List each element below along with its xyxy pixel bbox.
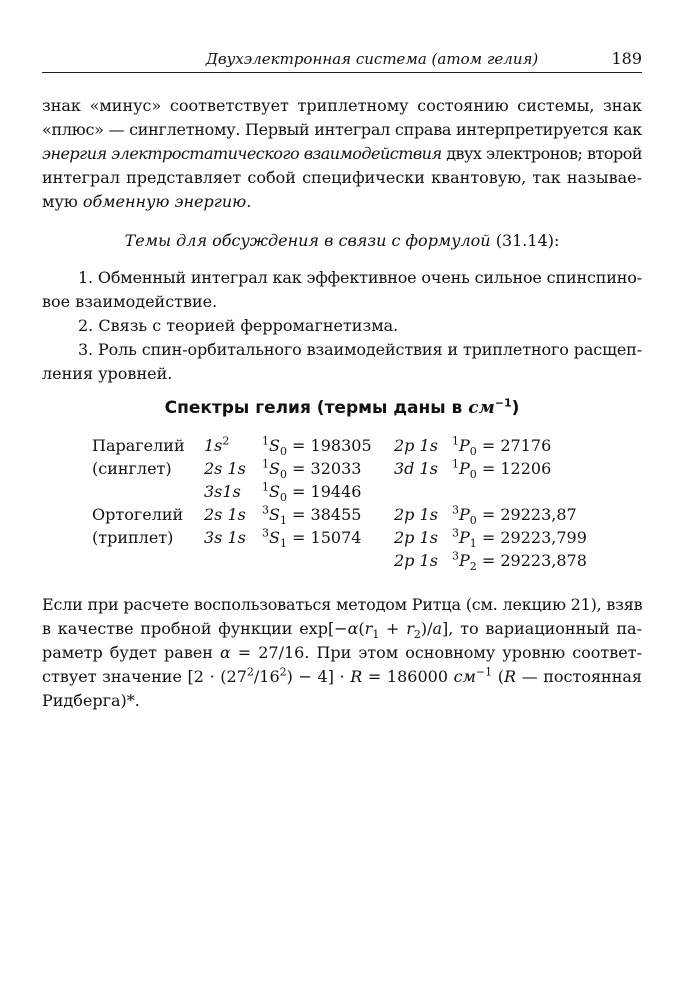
table-row bbox=[92, 528, 612, 551]
term-symbol: P bbox=[459, 528, 470, 547]
table-row bbox=[92, 436, 612, 459]
ritz-line: Ридберга)*. bbox=[42, 691, 140, 710]
term-sub: 1 bbox=[279, 514, 287, 528]
term-value bbox=[262, 480, 362, 505]
configuration bbox=[204, 505, 246, 524]
spectra-title bbox=[42, 398, 642, 418]
term-value bbox=[262, 526, 362, 551]
intro-italic-term: обменную энергию. bbox=[82, 192, 252, 211]
list-item-cont: вое взаимодействие. bbox=[42, 292, 218, 311]
term-sub: 0 bbox=[279, 491, 287, 505]
configuration bbox=[394, 436, 438, 455]
term-value bbox=[452, 457, 552, 482]
term-sub: 1 bbox=[469, 537, 477, 551]
energy-value: = 12206 bbox=[476, 459, 552, 478]
intro-line bbox=[42, 190, 642, 214]
term-sub: 0 bbox=[469, 445, 477, 459]
term-sub: 0 bbox=[279, 468, 287, 482]
multiplicity: 1 bbox=[262, 434, 269, 448]
math-R: R bbox=[503, 667, 516, 686]
config-text: 3s 1s bbox=[204, 528, 246, 547]
label-text: (триплет) bbox=[92, 528, 174, 547]
text-run: ствует значение [2 · (27 bbox=[42, 667, 247, 686]
term-symbol: S bbox=[269, 459, 280, 478]
spectra-title-unit: см bbox=[468, 398, 495, 418]
multiplicity: 3 bbox=[262, 526, 269, 540]
list-item: 3. Роль спин-орбитального взаимодействия и триплетного расщеп- bbox=[78, 340, 642, 359]
term-symbol: S bbox=[269, 505, 280, 524]
term-value bbox=[262, 434, 372, 459]
page-number: 189 bbox=[611, 49, 642, 68]
configuration bbox=[204, 459, 246, 478]
ritz-line bbox=[42, 665, 642, 689]
term-symbol: P bbox=[459, 459, 470, 478]
energy-value: = 29223,878 bbox=[476, 551, 587, 570]
table-row bbox=[92, 482, 612, 505]
term-label bbox=[92, 436, 185, 455]
energy-value: = 19446 bbox=[286, 482, 362, 501]
spectra-table bbox=[92, 436, 612, 574]
config-text: 2s 1s bbox=[204, 505, 246, 524]
multiplicity: 3 bbox=[262, 503, 269, 517]
math-alpha: α bbox=[219, 643, 231, 662]
config-text: 2s 1s bbox=[204, 459, 246, 478]
energy-value: = 198305 bbox=[286, 436, 372, 455]
topics-heading-text: Темы для обсуждения в связи с формулой bbox=[124, 231, 491, 250]
configuration bbox=[204, 436, 229, 455]
text-run: ], то вариационный па- bbox=[442, 619, 642, 638]
term-value bbox=[452, 503, 577, 528]
term-sub: 0 bbox=[469, 468, 477, 482]
term-value bbox=[452, 526, 587, 551]
spectra-title-close: ) bbox=[511, 398, 520, 418]
intro-line bbox=[42, 142, 642, 166]
topics-list bbox=[42, 266, 642, 386]
term-label bbox=[92, 528, 173, 547]
math-a: a bbox=[432, 619, 443, 638]
term-label bbox=[92, 459, 172, 478]
energy-value: = 32033 bbox=[286, 459, 362, 478]
config-text: 2p 1s bbox=[394, 528, 438, 547]
table-row bbox=[92, 551, 612, 574]
intro-line: «плюс» — синглетному. Первый интеграл справа интерпретируется как bbox=[42, 120, 642, 139]
math-sup: −1 bbox=[475, 665, 493, 679]
multiplicity: 1 bbox=[262, 457, 269, 471]
text-run: ( bbox=[358, 619, 365, 638]
term-symbol: S bbox=[269, 482, 280, 501]
multiplicity: 3 bbox=[452, 526, 459, 540]
text-run: + bbox=[379, 619, 407, 638]
term-symbol: P bbox=[459, 436, 470, 455]
text-run: — постоянная bbox=[515, 667, 643, 686]
term-sub: 0 bbox=[279, 445, 287, 459]
intro-paragraph bbox=[42, 94, 642, 214]
config-text: 3s1s bbox=[204, 482, 241, 501]
intro-line: интеграл представляет собой специфически квантовую, так называе- bbox=[42, 168, 642, 187]
energy-value: = 29223,87 bbox=[476, 505, 577, 524]
intro-line-rest: двух электронов; второй bbox=[441, 144, 642, 163]
text-run: ( bbox=[492, 667, 504, 686]
math-sub: 1 bbox=[372, 628, 380, 642]
configuration bbox=[394, 528, 438, 547]
term-symbol: S bbox=[269, 436, 280, 455]
text-run: )/ bbox=[420, 619, 433, 638]
configuration bbox=[204, 482, 241, 501]
text-run: ) − 4] · bbox=[286, 667, 351, 686]
multiplicity: 3 bbox=[452, 503, 459, 517]
term-value bbox=[262, 503, 362, 528]
multiplicity: 3 bbox=[452, 549, 459, 563]
table-row bbox=[92, 459, 612, 482]
text-run: раметр будет равен bbox=[42, 643, 220, 662]
spectra-title-exp: −1 bbox=[494, 396, 512, 410]
topics-heading bbox=[42, 229, 642, 253]
config-text: 2p 1s bbox=[394, 551, 438, 570]
term-value bbox=[262, 457, 362, 482]
page-header bbox=[42, 50, 642, 73]
term-sub: 2 bbox=[469, 560, 477, 574]
term-symbol: P bbox=[459, 505, 470, 524]
multiplicity: 1 bbox=[452, 434, 459, 448]
list-item: 1. Обменный интеграл как эффективное очень сильное спинспино- bbox=[78, 268, 642, 287]
math-R: R bbox=[350, 667, 363, 686]
ritz-line: Если при расчете воспользоваться методом Ритца (см. лекцию 21), взяв bbox=[42, 595, 643, 614]
text-run: = 27/16. При этом основному уровню соответ- bbox=[230, 643, 643, 662]
list-item-cont: ления уровней. bbox=[42, 364, 173, 383]
list-item: 2. Связь с теорией ферромагнетизма. bbox=[78, 316, 399, 335]
ritz-line bbox=[42, 641, 642, 665]
configuration bbox=[204, 528, 246, 547]
ritz-line bbox=[42, 617, 642, 641]
energy-value: = 29223,799 bbox=[476, 528, 587, 547]
math-sup: 2 bbox=[279, 665, 287, 679]
energy-value: = 38455 bbox=[286, 505, 362, 524]
intro-line-start: мую bbox=[42, 192, 83, 211]
text-run: /16 bbox=[253, 667, 280, 686]
math-alpha: α bbox=[347, 619, 359, 638]
multiplicity: 1 bbox=[262, 480, 269, 494]
term-value bbox=[452, 549, 587, 574]
table-row bbox=[92, 505, 612, 528]
math-sup: 2 bbox=[246, 665, 254, 679]
intro-italic-term: энергия электростатического взаимодействия bbox=[42, 144, 442, 163]
ritz-paragraph bbox=[42, 593, 642, 713]
unit-text: см bbox=[453, 667, 476, 686]
term-label bbox=[92, 505, 183, 524]
configuration bbox=[394, 551, 438, 570]
label-text: Ортогелий bbox=[92, 505, 184, 524]
config-text: 3d 1s bbox=[394, 459, 438, 478]
config-sup: 2 bbox=[222, 434, 230, 448]
label-text: Парагелий bbox=[92, 436, 185, 455]
term-value bbox=[452, 434, 552, 459]
config-text: 2p 1s bbox=[394, 436, 438, 455]
energy-value: = 27176 bbox=[476, 436, 552, 455]
configuration bbox=[394, 459, 438, 478]
configuration bbox=[394, 505, 438, 524]
energy-value: = 15074 bbox=[286, 528, 362, 547]
label-text: (синглет) bbox=[92, 459, 172, 478]
term-symbol: P bbox=[459, 551, 470, 570]
term-symbol: S bbox=[269, 528, 280, 547]
text-run: = 186000 bbox=[362, 667, 454, 686]
term-sub: 0 bbox=[469, 514, 477, 528]
math-r: r bbox=[406, 619, 414, 638]
intro-line: знак «минус» соответствует триплетному состоянию системы, знак bbox=[42, 96, 642, 115]
math-sub: 2 bbox=[413, 628, 421, 642]
multiplicity: 1 bbox=[452, 457, 459, 471]
running-head: Двухэлектронная система (атом гелия) bbox=[205, 50, 539, 68]
spectra-title-text: Спектры гелия (термы даны в bbox=[164, 398, 463, 418]
text-run: в качестве пробной функции exp[− bbox=[42, 619, 348, 638]
math-r: r bbox=[364, 619, 373, 638]
config-text: 2p 1s bbox=[394, 505, 438, 524]
term-sub: 1 bbox=[279, 537, 287, 551]
topics-heading-ref: (31.14): bbox=[495, 231, 560, 250]
config-text: 1s bbox=[204, 436, 223, 455]
